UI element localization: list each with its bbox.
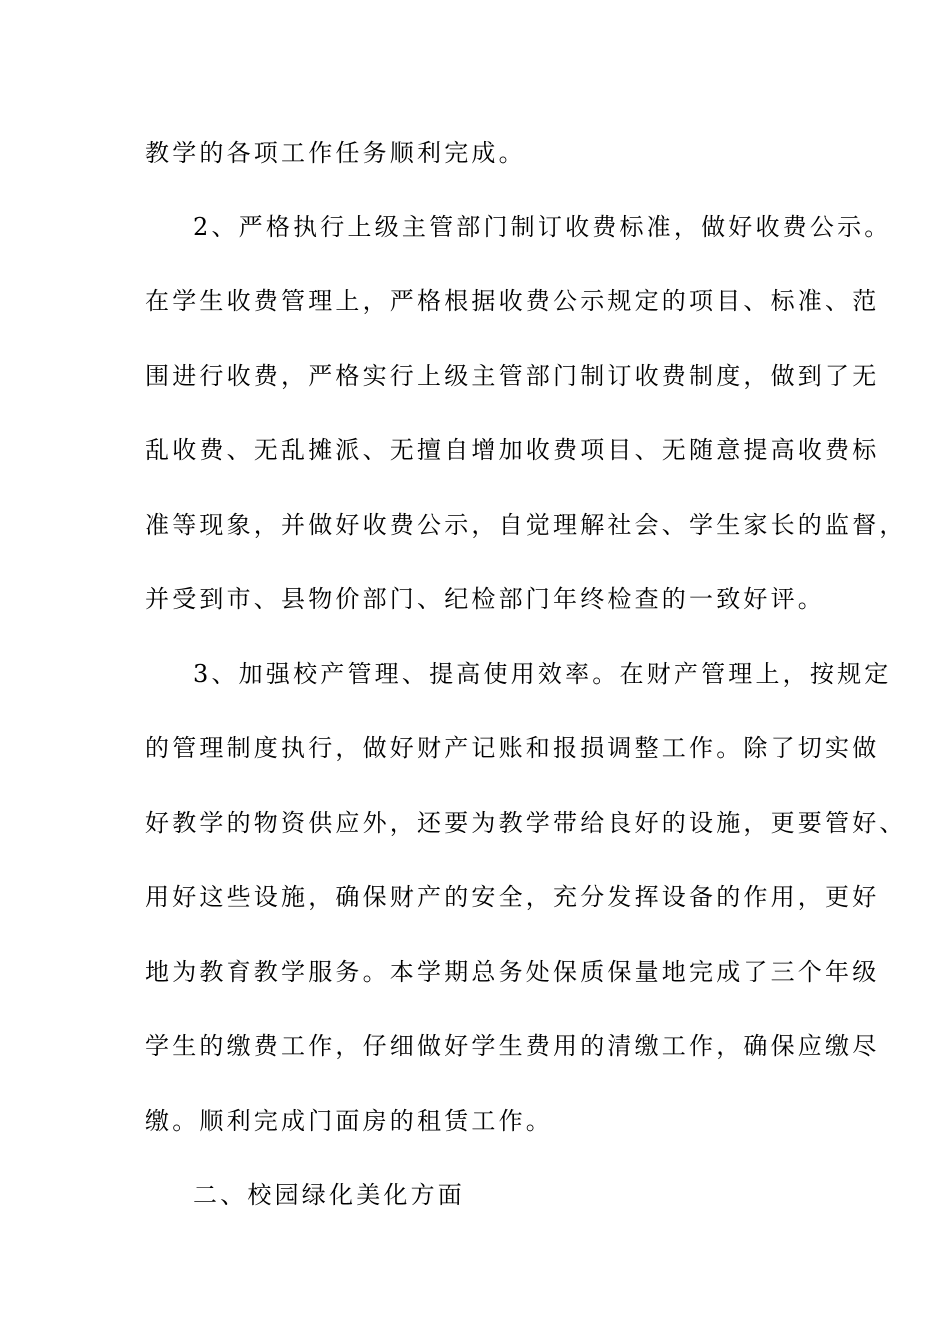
paragraph-line: 3、加强校产管理、提高使用效率。在财产管理上，按规定 <box>193 660 892 688</box>
paragraph-line: 并受到市、县物价部门、纪检部门年终检查的一致好评。 <box>145 585 825 613</box>
paragraph-line: 学生的缴费工作，仔细做好学生费用的清缴工作，确保应缴尽 <box>145 1032 880 1060</box>
paragraph-line: 好教学的物资供应外，还要为教学带给良好的设施，更要管好、 <box>145 809 907 837</box>
paragraph-line: 的管理制度执行，做好财产记账和报损调整工作。除了切实做 <box>145 734 880 762</box>
paragraph-line: 缴。顺利完成门面房的租赁工作。 <box>145 1107 553 1135</box>
paragraph-line: 地为教育教学服务。本学期总务处保质保量地完成了三个年级 <box>145 958 880 986</box>
paragraph-line: 围进行收费，严格实行上级主管部门制订收费制度，做到了无 <box>145 362 880 390</box>
paragraph-line: 教学的各项工作任务顺利完成。 <box>145 139 526 167</box>
paragraph-line: 在学生收费管理上，严格根据收费公示规定的项目、标准、范 <box>145 287 880 315</box>
paragraph-line: 用好这些设施，确保财产的安全，充分发挥设备的作用，更好 <box>145 883 880 911</box>
paragraph-line: 乱收费、无乱摊派、无擅自增加收费项目、无随意提高收费标 <box>145 436 880 464</box>
paragraph-line: 准等现象，并做好收费公示，自觉理解社会、学生家长的监督， <box>145 511 907 539</box>
paragraph-line: 2、严格执行上级主管部门制订收费标准，做好收费公示。 <box>193 213 892 241</box>
section-heading: 二、校园绿化美化方面 <box>193 1181 465 1209</box>
